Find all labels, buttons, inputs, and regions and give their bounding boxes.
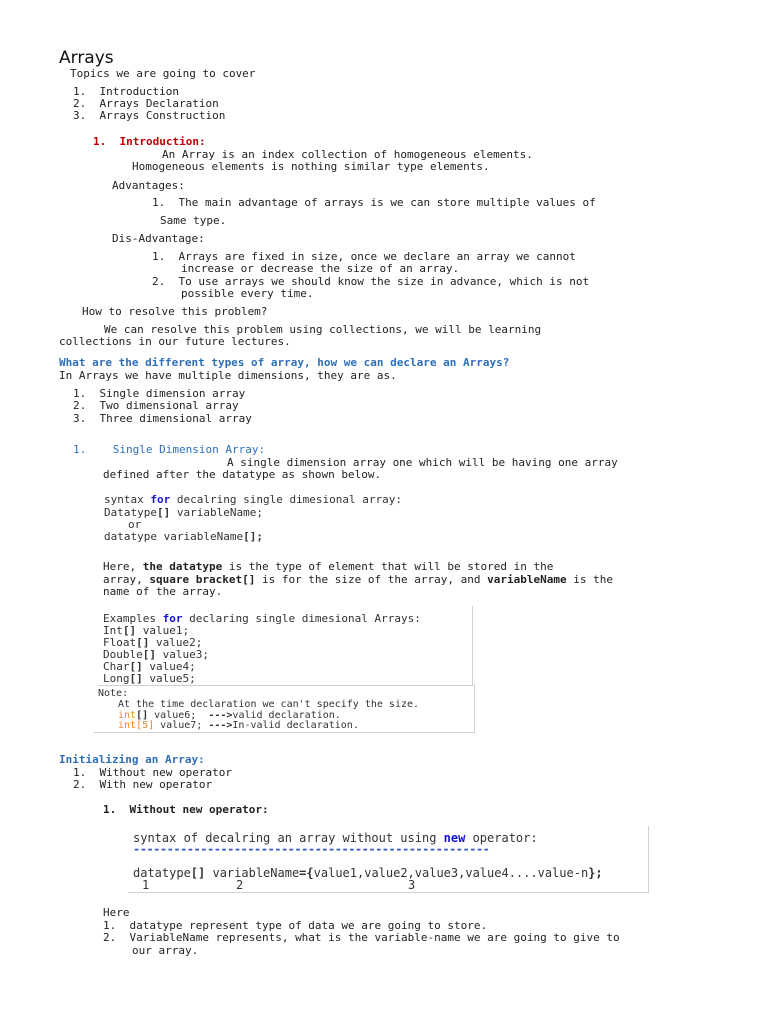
- intro-line: Homogeneous elements is nothing similar type elements.: [132, 160, 490, 173]
- example-line: Char[] value4;: [103, 660, 196, 673]
- disadvantage-item: 1. Arrays are fixed in size, once we declare an array we cannot: [152, 250, 576, 263]
- types-question: What are the different types of array, how we can declare an Arrays?: [59, 356, 510, 369]
- section-heading-initializing: Initializing an Array:: [59, 753, 205, 766]
- syntax-divider: -----------------------------------------------------: [133, 842, 490, 856]
- topics-intro: Topics we are going to cover: [70, 67, 256, 80]
- or-line: or: [128, 518, 142, 531]
- note-box: [94, 684, 475, 733]
- disadvantage-item-cont: possible every time.: [181, 287, 314, 300]
- subsection-heading-without-new: 1. Without new operator:: [103, 803, 269, 816]
- resolve-answer: We can resolve this problem using collections, we will be learning: [104, 323, 542, 336]
- note-example-invalid: int[5] value7; --->In-valid declaration.: [118, 720, 359, 731]
- here-explanation: array, square bracket[] is for the size of the array, and variableName is the: [103, 573, 613, 586]
- example-line: Double[] value3;: [103, 648, 209, 661]
- example-line: Long[] value5;: [103, 672, 196, 685]
- topic-item: 3. Arrays Construction: [73, 109, 226, 122]
- example-line: Int[] value1;: [103, 624, 190, 637]
- intro-line: An Array is an index collection of homogeneous elements.: [162, 148, 533, 161]
- page-title: Arrays: [59, 48, 114, 68]
- initializer-code-line: datatype[] variableName={value1,value2,value3,value4....value-n};: [133, 866, 603, 880]
- types-line: In Arrays we have multiple dimensions, they are as.: [59, 369, 397, 382]
- type-item: 1. Single dimension array: [73, 387, 246, 400]
- marker-3: 3: [408, 878, 416, 892]
- init-item: 1. Without new operator: [73, 766, 232, 779]
- topic-item: 2. Arrays Declaration: [73, 97, 219, 110]
- note-label: Note:: [98, 688, 129, 699]
- declaration-line: datatype variableName[];: [104, 530, 263, 543]
- section-heading-introduction: 1. Introduction:: [93, 135, 206, 148]
- single-desc: A single dimension array one which will be having one array: [227, 456, 618, 469]
- marker-1: 1: [142, 878, 150, 892]
- here-label: Here: [103, 906, 130, 919]
- advantage-item: 1. The main advantage of arrays is we can store multiple values of: [152, 196, 596, 209]
- examples-heading: Examples for declaring single dimesional Arrays:: [103, 612, 421, 625]
- type-item: 2. Two dimensional array: [73, 399, 239, 412]
- topic-item: 1. Introduction: [73, 85, 179, 98]
- here-explanation: name of the array.: [103, 585, 223, 598]
- here-item-cont: our array.: [132, 944, 199, 957]
- resolve-question: How to resolve this problem?: [82, 305, 268, 318]
- disadvantage-item: 2. To use arrays we should know the size in advance, which is not: [152, 275, 590, 288]
- disadvantage-item-cont: increase or decrease the size of an array.: [181, 262, 460, 275]
- syntax-box: [128, 826, 649, 893]
- advantages-label: Advantages:: [112, 179, 185, 192]
- here-item: 2. VariableName represents, what is the variable-name we are going to give to: [103, 931, 620, 944]
- syntax-line: syntax for decalring single dimesional array:: [104, 493, 403, 506]
- resolve-answer-cont: collections in our future lectures.: [59, 335, 291, 348]
- section-heading-single-dimension: 1. Single Dimension Array:: [73, 443, 266, 456]
- advantage-item-cont: Same type.: [160, 214, 227, 227]
- new-syntax-line: syntax of decalring an array without using new operator:: [133, 831, 538, 845]
- declaration-line: Datatype[] variableName;: [104, 506, 263, 519]
- marker-2: 2: [236, 878, 244, 892]
- note-line: At the time declaration we can't specify the size.: [118, 699, 420, 710]
- init-item: 2. With new operator: [73, 778, 213, 791]
- here-item: 1. datatype represent type of data we are going to store.: [103, 919, 488, 932]
- note-example-valid: int[] value6; --->valid declaration.: [118, 710, 341, 721]
- here-explanation: Here, the datatype is the type of element that will be stored in the: [103, 560, 554, 573]
- disadvantage-label: Dis-Advantage:: [112, 232, 205, 245]
- type-item: 3. Three dimensional array: [73, 412, 252, 425]
- example-line: Float[] value2;: [103, 636, 203, 649]
- single-desc-cont: defined after the datatype as shown below.: [103, 468, 382, 481]
- examples-box: [98, 606, 473, 686]
